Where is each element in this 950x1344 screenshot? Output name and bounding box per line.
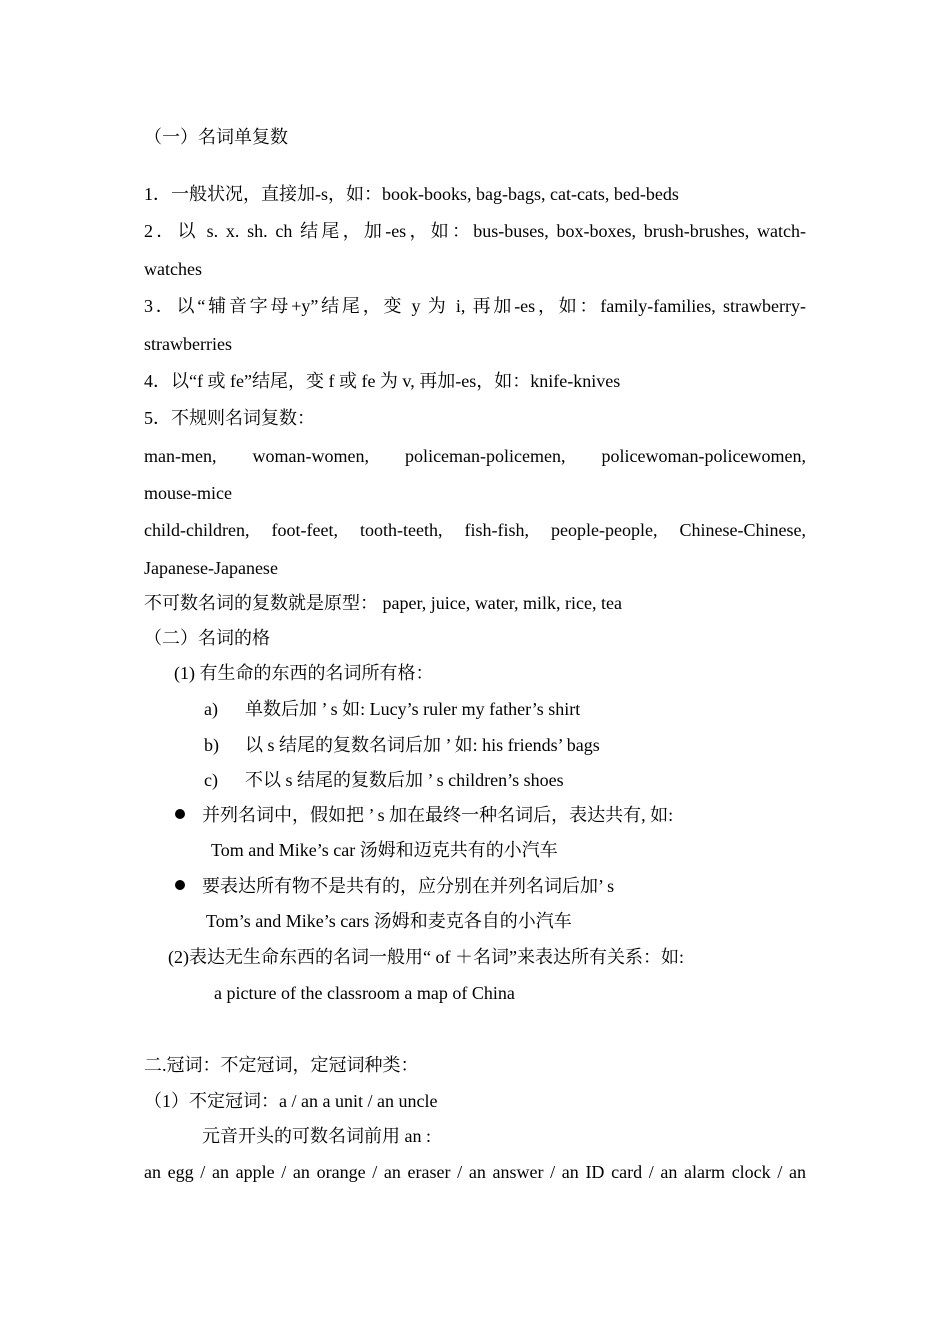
bullet-separate-possession: 要表达所有物不是共有的，应分别在并列名词后加’ s xyxy=(202,876,615,896)
indefinite-article-heading: （1）不定冠词：a / an a unit / an uncle xyxy=(144,1091,438,1111)
item-marker-b: b) xyxy=(204,735,219,755)
rule-2-continued: watches xyxy=(144,259,202,279)
example-of-phrase: a picture of the classroom a map of China xyxy=(214,983,515,1003)
rule-3: 3．以“辅音字母+y”结尾，变 y 为 i, 再加-es，如：family-families, strawberry- xyxy=(144,296,806,316)
example-joint-possession: Tom and Mike’s car 汤姆和迈克共有的小汽车 xyxy=(211,840,558,860)
rule-2: 2．以 s. x. sh. ch 结尾，加-es，如：bus-buses, box-boxes, brush-brushes, watch- xyxy=(144,221,806,241)
item-a: 单数后加 ’ s 如: Lucy’s ruler my father’s shirt xyxy=(245,699,581,719)
item-marker-c: c) xyxy=(204,770,218,790)
example-separate-possession: Tom’s and Mike’s cars 汤姆和麦克各自的小汽车 xyxy=(206,911,572,931)
item-marker-a: a) xyxy=(204,699,218,719)
section-heading-noun-number: （一）名词单复数 xyxy=(144,127,288,147)
item-c: 不以 s 结尾的复数后加 ’ s children’s shoes xyxy=(245,770,564,790)
rule-5: 5．不规则名词复数： xyxy=(144,408,315,428)
section-heading-noun-case: （二）名词的格 xyxy=(144,628,270,648)
irregular-plurals-line-1-continued: mouse-mice xyxy=(144,483,232,503)
irregular-plurals-line-2: child-children, foot-feet, tooth-teeth, fish-fish, people-people, Chinese-Chinese, xyxy=(144,520,806,540)
rule-3-continued: strawberries xyxy=(144,334,232,354)
uncountable-nouns: 不可数名词的复数就是原型： paper, juice, water, milk, rice, tea xyxy=(144,593,622,613)
section-heading-articles: 二.冠词：不定冠词，定冠词种类： xyxy=(144,1055,419,1075)
irregular-plurals-line-2-continued: Japanese-Japanese xyxy=(144,558,278,578)
bullet-icon xyxy=(175,880,185,890)
irregular-plurals-line-1: man-men, woman-women, policeman-policemen, policewoman-policewomen, xyxy=(144,446,806,466)
an-usage-rule: 元音开头的可数名词前用 an : xyxy=(202,1126,431,1146)
an-examples: an egg / an apple / an orange / an eraser / an answer / an ID card / an alarm clock / an xyxy=(144,1162,806,1182)
rule-4: 4．以“f 或 fe”结尾，变 f 或 fe 为 v, 再加-es，如：knife-knives xyxy=(144,371,621,391)
possessive-inanimate-heading: (2)表达无生命东西的名词一般用“ of ＋名词”来表达所有关系：如: xyxy=(168,947,684,967)
bullet-icon xyxy=(175,809,185,819)
bullet-joint-possession: 并列名词中，假如把 ’ s 加在最终一种名词后，表达共有, 如: xyxy=(202,805,674,825)
possessive-animate-heading: (1) 有生命的东西的名词所有格： xyxy=(174,663,434,683)
item-b: 以 s 结尾的复数名词后加 ’ 如: his friends’ bags xyxy=(245,735,600,755)
rule-1: 1．一般状况，直接加-s，如：book-books, bag-bags, cat-cats, bed-beds xyxy=(144,184,679,204)
